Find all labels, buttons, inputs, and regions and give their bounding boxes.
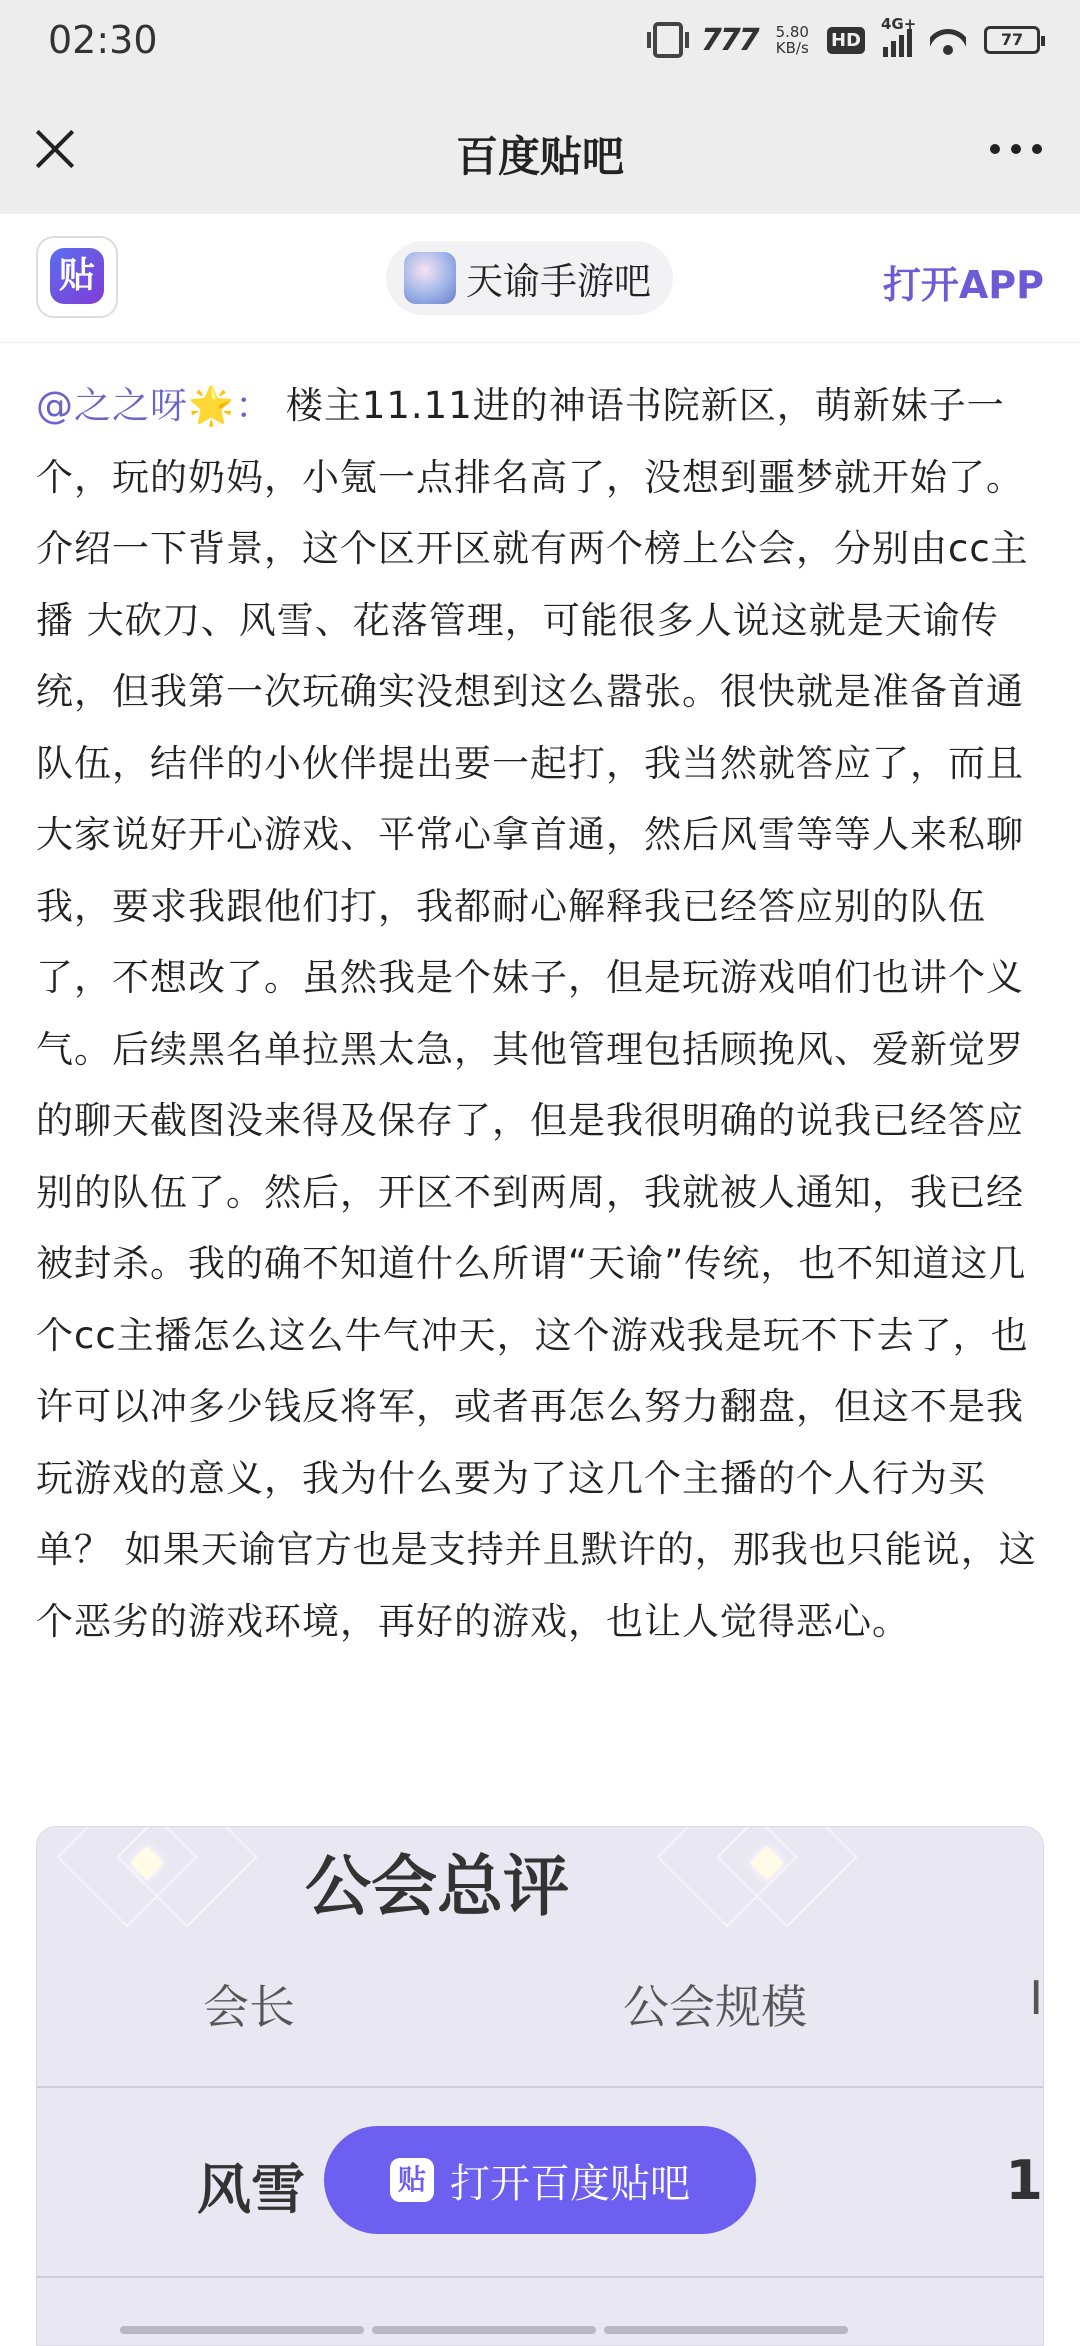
- signal-type-label: 4G+: [881, 15, 917, 33]
- tieba-header: [0, 214, 1080, 343]
- image-scroll-indicator: [120, 2326, 848, 2334]
- column-header-partial: I: [1029, 1971, 1043, 2025]
- open-app-button[interactable]: 打开APP: [882, 263, 1044, 307]
- table-cell-leader: 风雪: [197, 2158, 305, 2221]
- table-divider: [37, 2086, 1043, 2088]
- table-cell-partial: 1: [1005, 2149, 1043, 2212]
- status-bar: [0, 0, 1080, 84]
- column-header: 会长: [203, 1980, 295, 2034]
- column-header: 公会规模: [623, 1980, 807, 2034]
- cell-signal-icon: [881, 15, 917, 57]
- post-image[interactable]: [36, 1826, 1044, 2346]
- post-author[interactable]: @之之呀🌟: [36, 384, 236, 427]
- tieba-icon: 贴: [390, 2158, 434, 2202]
- network-speed-unit: KB/s: [775, 39, 809, 57]
- more-icon[interactable]: [990, 144, 1042, 154]
- table-divider: [37, 2276, 1043, 2278]
- author-separator: ：: [235, 384, 274, 427]
- image-heading: 公会总评: [305, 1848, 569, 1925]
- vibrate-icon: [653, 22, 683, 58]
- open-tieba-button[interactable]: [324, 2126, 756, 2234]
- status-icons: [653, 15, 1040, 58]
- tieba-logo-char: 贴: [50, 248, 104, 304]
- open-tieba-label: 打开百度贴吧: [450, 2160, 690, 2207]
- title-bar: [0, 84, 1080, 214]
- status-time: 02:30: [48, 18, 158, 62]
- forum-chip[interactable]: [386, 241, 673, 315]
- forum-avatar: [404, 252, 456, 304]
- battery-icon: [984, 26, 1040, 54]
- battery-level: 77: [1000, 30, 1024, 49]
- carrier-icon: 777: [700, 22, 758, 58]
- network-speed: [776, 24, 809, 56]
- network-speed-value: 5.80: [775, 23, 809, 41]
- post-content: [36, 370, 1046, 1657]
- page-title: 百度贴吧: [455, 132, 624, 181]
- forum-name: 天谕手游吧: [466, 260, 651, 303]
- hd-icon: HD: [827, 27, 865, 54]
- post-text: 楼主11.11进的神语书院新区，萌新妹子一个，玩的奶妈，小氪一点排名高了，没想到噩梦就开始了。介绍一下背景，这个区开区就有两个榜上公会，分别由cc主播 大砍刀、风雪、花落管理，可能很多人说这就是天谕传统，但我第一次玩确实没想到这么嚣张。很快就是准备首通队伍，结伴的小伙伴提出要一起打，我当然就答应了，而且大家说好开心游戏、平常心拿首通，然后风雪等等人来私聊我，要求我跟他们打，我都耐心解释我已经答应别的队伍了，不想改了。虽然我是个妹子，但是玩游戏咱们也讲个义气。后续黑名单拉黑太急，其他管理包括顾挽风、爱新觉罗的聊天截图没来得及保存了，但是我很明确的说我已经答应别的队伍了。然后，开区不到两周，我就被人通知，我已经被封杀。我的确不知道什么所谓“天谕”传统，也不知道这几个cc主播怎么这么牛气冲天，这个游戏我是玩不下去了，也许可以冲多少钱反将军，或者再怎么努力翻盘，但这不是我玩游戏的意义，我为什么要为了这几个主播的个人行为买单？ 如果天谕官方也是支持并且默许的，那我也只能说，这个恶劣的游戏环境，再好的游戏，也让人觉得恶心。: [36, 384, 1037, 1643]
- wifi-icon: [930, 25, 966, 55]
- tieba-logo[interactable]: [36, 236, 118, 318]
